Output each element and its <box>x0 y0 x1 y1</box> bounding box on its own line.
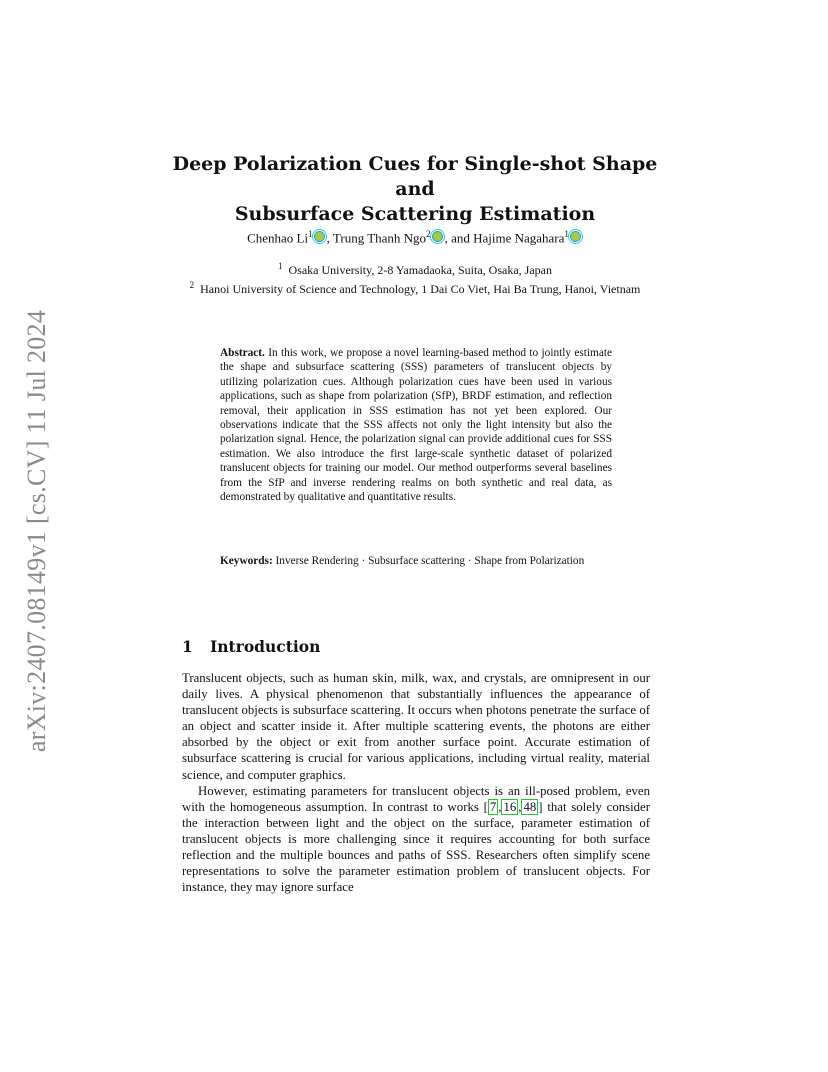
author-list <box>150 229 680 246</box>
author-name: Chenhao Li <box>247 230 309 246</box>
keywords-label: Keywords: <box>220 555 273 567</box>
keywords <box>220 554 612 568</box>
citation-link[interactable]: 7 <box>489 799 497 814</box>
citation-link[interactable]: 48 <box>523 799 537 814</box>
arxiv-side-stamp <box>6 300 68 762</box>
orcid-icon[interactable] <box>570 231 581 242</box>
abstract-label: Abstract. <box>220 347 265 359</box>
affiliation-1: $^1$ Osaka University, 2-8 Yamadaoka, Suita, Osaka, Japan <box>277 261 552 277</box>
author-affiliation-mark: 2 <box>426 229 431 239</box>
abstract-text: In this work, we propose a novel learning-based method to jointly estimate the shape and subsurface scattering (SSS) parameters of translucent objects by utilizing polarization cues. Although polarization cues have been used in various applications, such as shape from polarization (SfP), BRDF estimation, and reflection removal, their application in SSS estimation has not yet been explored. Our observations indicate that the SSS affects not only the light intensity but also the polarization signal. Hence, the polarization signal can provide additional cues for SSS estimation. We also introduce the first large-scale synthetic dataset of polarized translucent objects for training our model. Our method outperforms several baselines from the SfP and inverse rendering realms on both synthetic and real data, as demonstrated by qualitative and quantitative results. <box>220 347 613 504</box>
author-separator: , <box>326 230 333 246</box>
author-affiliation-mark: 1 <box>308 229 313 239</box>
author-affiliation-mark: 1 <box>564 229 569 239</box>
arxiv-identifier: arXiv:2407.08149v1 [cs.CV] 11 Jul 2024 <box>22 309 51 753</box>
paragraph: However, estimating parameters for translucent objects is an ill-posed problem, even with the homogeneous assumption. In contrast to works [ 7 , 16 , 48 ] that solely consider the interaction between light and the object on the surface, parameter estimation of translucent objects is more challenging since it requires accounting for both surface reflection and the multiple bounces and paths of SSS. Researchers often simplify scene representations to solve the parameter estimation problem of translucent objects. For instance, they may ignore surface <box>182 783 650 895</box>
body-text <box>182 670 650 895</box>
title-line-1: Deep Polarization Cues for Single-shot Shape and <box>172 153 658 200</box>
section-title: Introduction <box>210 637 321 656</box>
orcid-icon[interactable] <box>432 231 443 242</box>
author-separator: , and <box>444 230 474 246</box>
keywords-text: Inverse Rendering · Subsurface scattering · Shape from Polarization <box>275 555 585 567</box>
section-heading <box>182 637 662 656</box>
affiliations <box>170 259 660 297</box>
affiliation-2: $^2$ Hanoi University of Science and Technology, 1 Dai Co Viet, Hai Ba Trung, Hanoi, Vietnam <box>189 280 641 296</box>
citation-link[interactable]: 16 <box>503 799 517 814</box>
paragraph: Translucent objects, such as human skin, milk, wax, and crystals, are omnipresent in our daily lives. A physical phenomenon that substantially influences the appearance of translucent objects is subsurface scattering. It occurs when photons penetrate the surface of an object and scatter inside it. After multiple scattering events, the photons are either absorbed by the object or exit from another surface point. Accurate estimation of subsurface scattering is crucial for various applications, including virtual reality, material science, and computer graphics. <box>182 671 650 782</box>
author-name: Trung Thanh Ngo <box>332 230 427 246</box>
paper-title <box>150 152 680 227</box>
author-name: Hajime Nagahara <box>473 230 565 246</box>
orcid-icon[interactable] <box>314 231 325 242</box>
title-line-2: Subsurface Scattering Estimation <box>234 203 596 225</box>
section-number: 1 <box>182 637 193 656</box>
abstract <box>220 346 612 504</box>
